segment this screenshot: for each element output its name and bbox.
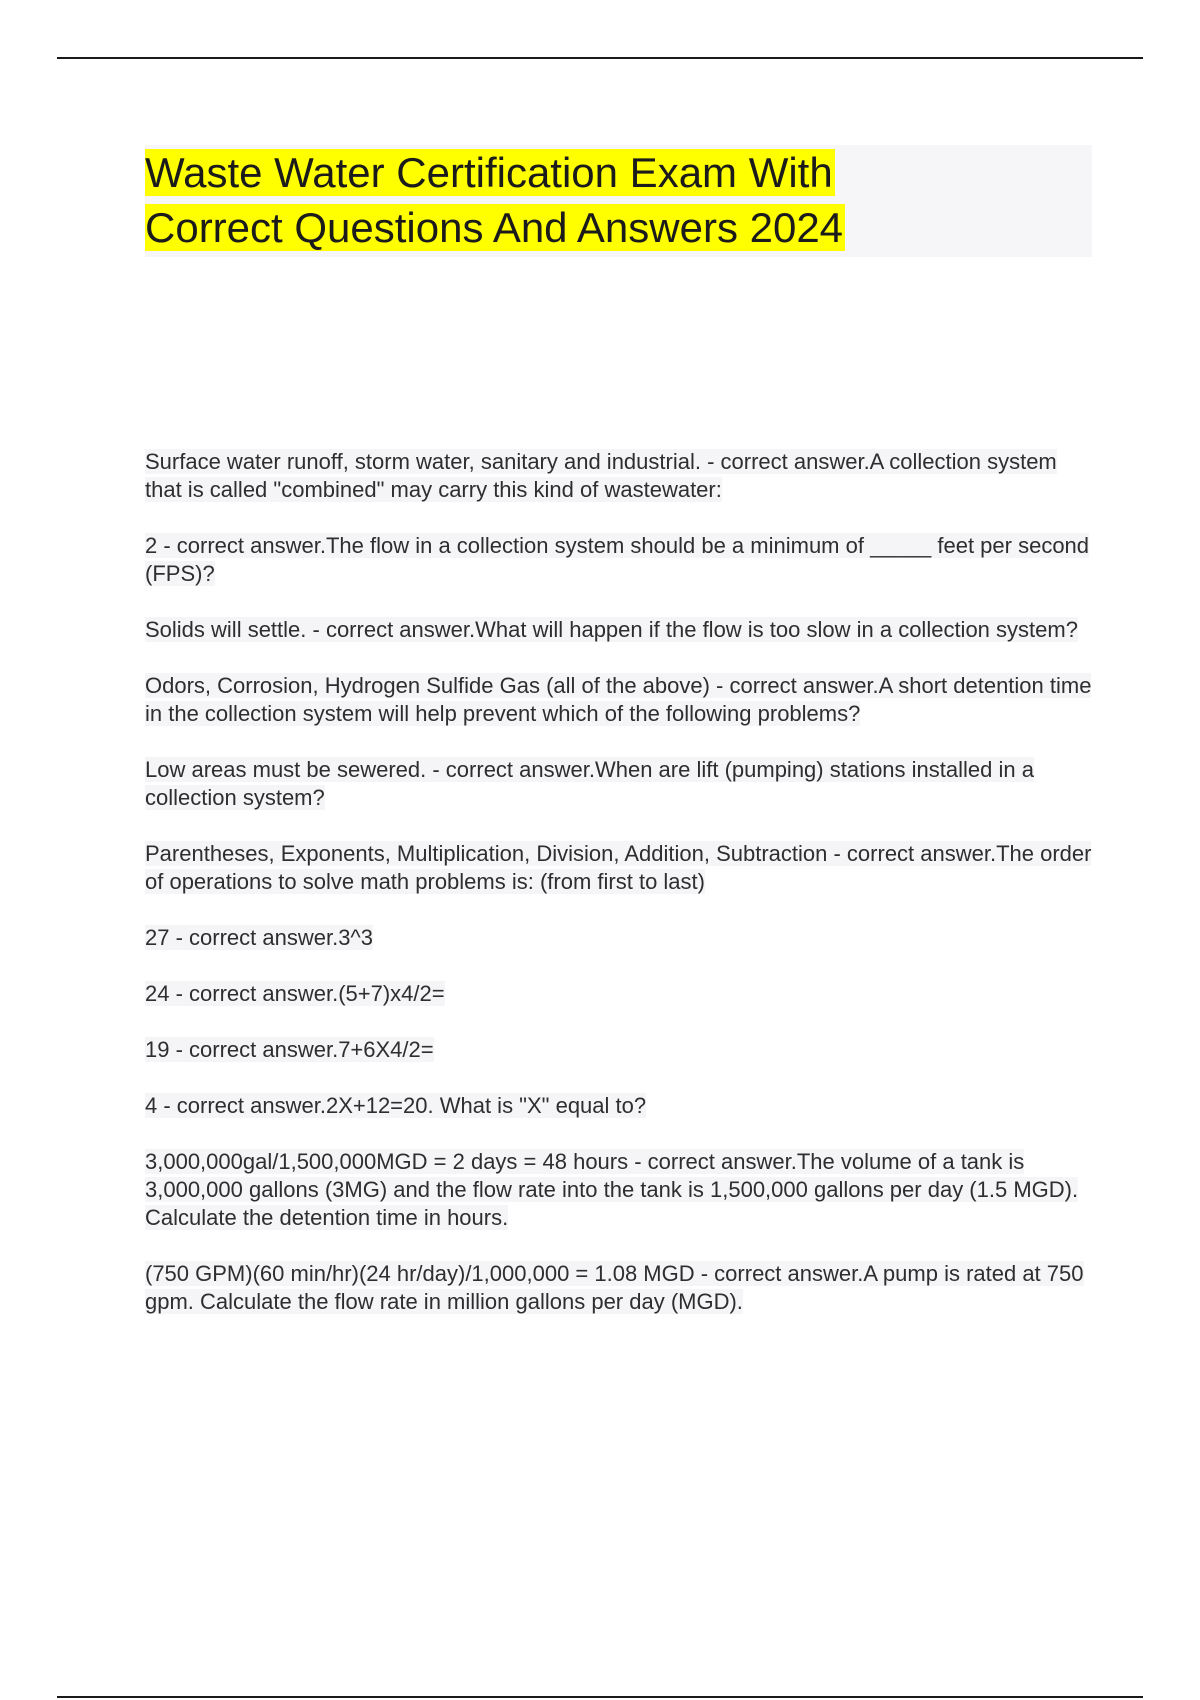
title-line-2: Correct Questions And Answers 2024: [145, 204, 844, 251]
qa-item: Solids will settle. - correct answer.What will happen if the flow is too slow in a collection system?: [145, 617, 1078, 642]
bottom-rule: [57, 1696, 1143, 1698]
qa-item: 3,000,000gal/1,500,000MGD = 2 days = 48 hours - correct answer.The volume of a tank is 3,000,000 gallons (3MG) and the flow rate into the tank is 1,500,000 gallons per day (1.5 MGD). Calculate the detention time in hours.: [145, 1149, 1079, 1230]
qa-list: [145, 448, 1095, 1344]
title-line-1: Waste Water Certification Exam With: [145, 149, 833, 196]
qa-item: 4 - correct answer.2X+12=20. What is "X" equal to?: [145, 1093, 647, 1118]
title-block: [145, 145, 1092, 257]
qa-item: 19 - correct answer.7+6X4/2=: [145, 1037, 434, 1062]
qa-item: Surface water runoff, storm water, sanitary and industrial. - correct answer.A collection system that is called "combined" may carry this kind of wastewater:: [145, 449, 1057, 502]
qa-item: 2 - correct answer.The flow in a collection system should be a minimum of _____ feet per second (FPS)?: [145, 533, 1090, 586]
document-title: [145, 145, 1092, 255]
qa-item: Odors, Corrosion, Hydrogen Sulfide Gas (all of the above) - correct answer.A short detention time in the collection system will help prevent which of the following problems?: [145, 673, 1092, 726]
qa-item: 27 - correct answer.3^3: [145, 925, 373, 950]
top-rule: [57, 57, 1143, 59]
qa-item: Low areas must be sewered. - correct answer.When are lift (pumping) stations installed in a collection system?: [145, 757, 1034, 810]
qa-item: (750 GPM)(60 min/hr)(24 hr/day)/1,000,000 = 1.08 MGD - correct answer.A pump is rated at 750 gpm. Calculate the flow rate in million gallons per day (MGD).: [145, 1261, 1084, 1314]
qa-item: Parentheses, Exponents, Multiplication, Division, Addition, Subtraction - correct answer.The order of operations to solve math problems is: (from first to last): [145, 841, 1092, 894]
qa-item: 24 - correct answer.(5+7)x4/2=: [145, 981, 445, 1006]
